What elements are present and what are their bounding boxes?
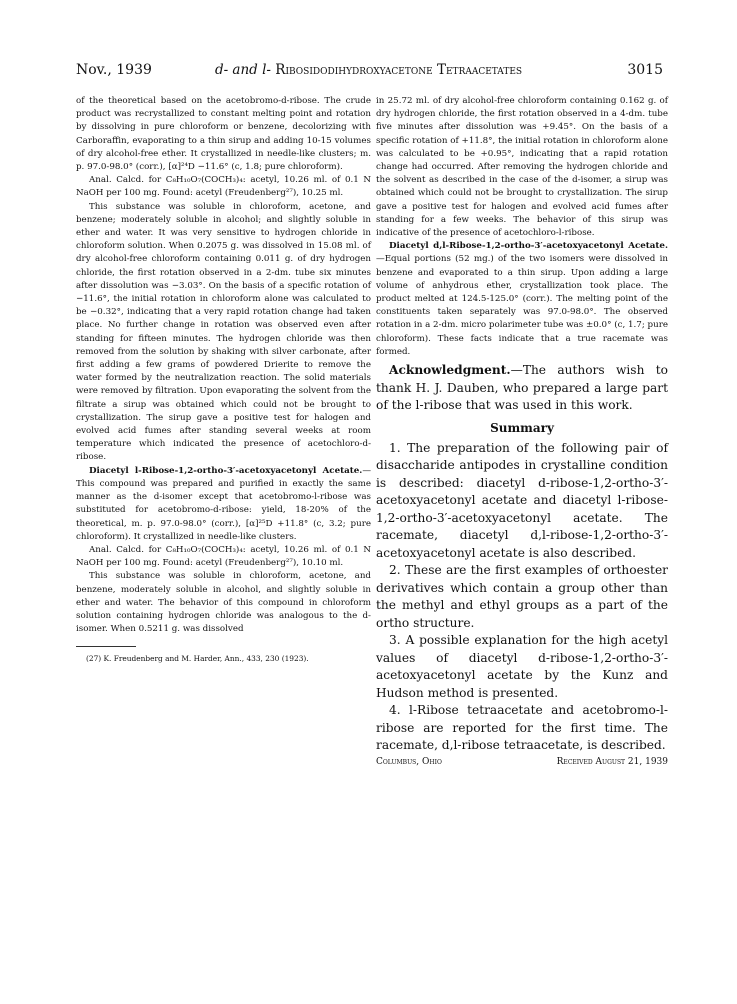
running-head-title-prefix: d- and l-	[214, 62, 271, 78]
footnote-rule	[76, 646, 136, 647]
footnote: (27) K. Freudenberg and M. Harder, Ann., 433, 230 (1923).	[86, 654, 309, 664]
running-head-date: Nov., 1939	[76, 62, 152, 78]
section-body: —This compound was prepared and purified in exactly the same manner as the d-isomer except that acetobromo-l-ribose was substituted for acetobromo-d-ribose: yield, 18-20% of the theoretical, m. p. 97.0-98.0° (corr.), [α]²⁵D +11.8° (c, 3.2; pure chloroform). It crystallized in needle-like clusters.	[76, 465, 371, 542]
running-head-title-main: Ribosidodihydroxyacetone Tetraacetates	[275, 62, 523, 78]
summary-item: 2. These are the first examples of orthoester derivatives which contain a group other than the methyl and ethyl groups as a part of the ortho structure.	[376, 563, 668, 630]
summary-item: 4. l-Ribose tetraacetate and acetobromo-l-ribose are reported for the first time. The racemate, d,l-ribose tetraacetate, is described.	[376, 703, 668, 753]
paragraph: in 25.72 ml. of dry alcohol-free chloroform containing 0.162 g. of dry hydrogen chloride, the first rotation observed in a 4-dm. tube five minutes after dissolution was +9.45°. On the basis of a specific rotation of +11.8°, the initial rotation in chloroform alone was calculated to be +0.95°, indicating that a rapid rotation change had occurred. After removing the hydrogen chloride and the solvent as described in the case of the d-isomer, a sirup was obtained which could not be brought to crystallization. The sirup gave a positive test for halogen and evolved acid fumes after standing for a few weeks. The behavior of this sirup was indicative of the presence of acetochloro-l-ribose.	[376, 96, 668, 239]
left-column	[76, 95, 371, 664]
page-number: 3015	[627, 62, 663, 78]
right-column	[376, 95, 668, 767]
section-paragraph	[376, 240, 668, 359]
acknowledgment-heading: Acknowledgment.	[389, 363, 511, 378]
signature-line	[376, 757, 668, 767]
paragraph: This substance was soluble in chloroform, acetone, and benzene, moderately soluble in alcohol, and slightly soluble in ether and water. The behavior of this compound in chloroform solution containing hydrogen chloride was analogous to the d-isomer. When 0.5211 g. was dissolved	[76, 571, 371, 635]
section-body: —Equal portions (52 mg.) of the two isomers were dissolved in benzene and evaporated to a thin sirup. Upon adding a large volume of anhydrous ether, crystallization took place. The product melted at 124.5-125.0° (corr.). The melting point of the constituents taken separately was 97.0-98.0°. The observed rotation in a 2-dm. micro polarimeter tube was ±0.0° (c, 1.7; pure chloroform). These facts indicate that a true racemate was formed.	[376, 254, 668, 357]
analysis-paragraph: Anal. Calcd. for C₈H₁₀O₇(COCH₃)₄: acetyl, 10.26 ml. of 0.1 N NaOH per 100 mg. Found: acetyl (Freudenberg²⁷), 10.25 ml.	[76, 175, 371, 199]
summary-item: 3. A possible explanation for the high acetyl values of diacetyl d-ribose-1,2-ortho-3′-acetoxyacetonyl acetate by the Kunz and Hudson method is presented.	[376, 633, 668, 700]
acknowledgment-body: —The authors wish to thank H. J. Dauben, who prepared a large part of the l-ribose that was used in this work.	[376, 363, 668, 413]
summary-heading: Summary	[490, 420, 554, 435]
acknowledgment	[376, 362, 668, 415]
paragraph: This substance was soluble in chloroform, acetone, and benzene; moderately soluble in alcohol; and slightly soluble in ether and water. It was very sensitive to hydrogen chloride in chloroform solution. When 0.2075 g. was dissolved in 15.08 ml. of dry alcohol-free chloroform containing 0.011 g. of dry hydrogen chloride, the first rotation observed in a 2-dm. tube six minutes after dissolution was −3.03°. On the basis of a specific rotation of −11.6°, the initial rotation in chloroform alone was calculated to be −0.32°, indicating that a very rapid rotation change had taken place. No further change in rotation was observed even after standing for fifteen minutes. The hydrogen chloride was then removed from the solution by shaking with silver carbonate, after first adding a few grams of powdered Drierite to remove the water formed by the neutralization reaction. The solid materials were removed by filtration. Upon evaporating the solvent from the filtrate a sirup was obtained which could not be brought to crystallization. The sirup gave a positive test for halogen and evolved acid fumes after standing several weeks at room temperature which indicated the presence of acetochloro-d-ribose.	[76, 201, 371, 463]
paragraph: of the theoretical based on the acetobromo-d-ribose. The crude product was recrystallized to constant melting point and rotation by dissolving in pure chloroform or benzene, decolorizing with Carboraffin, evaporating to a thin sirup and adding 10-15 volumes of dry alcohol-free ether. It crystallized in needle-like clusters; m. p. 97.0-98.0° (corr.), [α]²⁴D −11.6° (c, 1.8; pure chloroform).	[76, 96, 371, 173]
section-paragraph	[76, 465, 371, 544]
section-heading: Diacetyl l-Ribose-1,2-ortho-3′-acetoxyacetonyl Acetate.	[89, 465, 363, 476]
section-heading: Diacetyl d,l-Ribose-1,2-ortho-3′-acetoxyacetonyl Acetate.	[389, 241, 668, 252]
received-date: Received August 21, 1939	[556, 756, 668, 767]
summary-item: 1. The preparation of the following pair of disaccharide antipodes in crystalline condition is described: diacetyl d-ribose-1,2-ortho-3′-acetoxyacetonyl acetate and diacetyl l-ribose-1,2-ortho-3′-acetoxyacetonyl acetate. The racemate, diacetyl d,l-ribose-1,2-ortho-3′-acetoxyacetonyl acetate is also described.	[376, 440, 668, 560]
analysis-paragraph: Anal. Calcd. for C₈H₁₀O₇(COCH₃)₄: acetyl, 10.26 ml. of 0.1 N NaOH per 100 mg. Found: acetyl (Freudenberg²⁷), 10.10 ml.	[76, 544, 371, 569]
place: Columbus, Ohio	[376, 756, 442, 767]
